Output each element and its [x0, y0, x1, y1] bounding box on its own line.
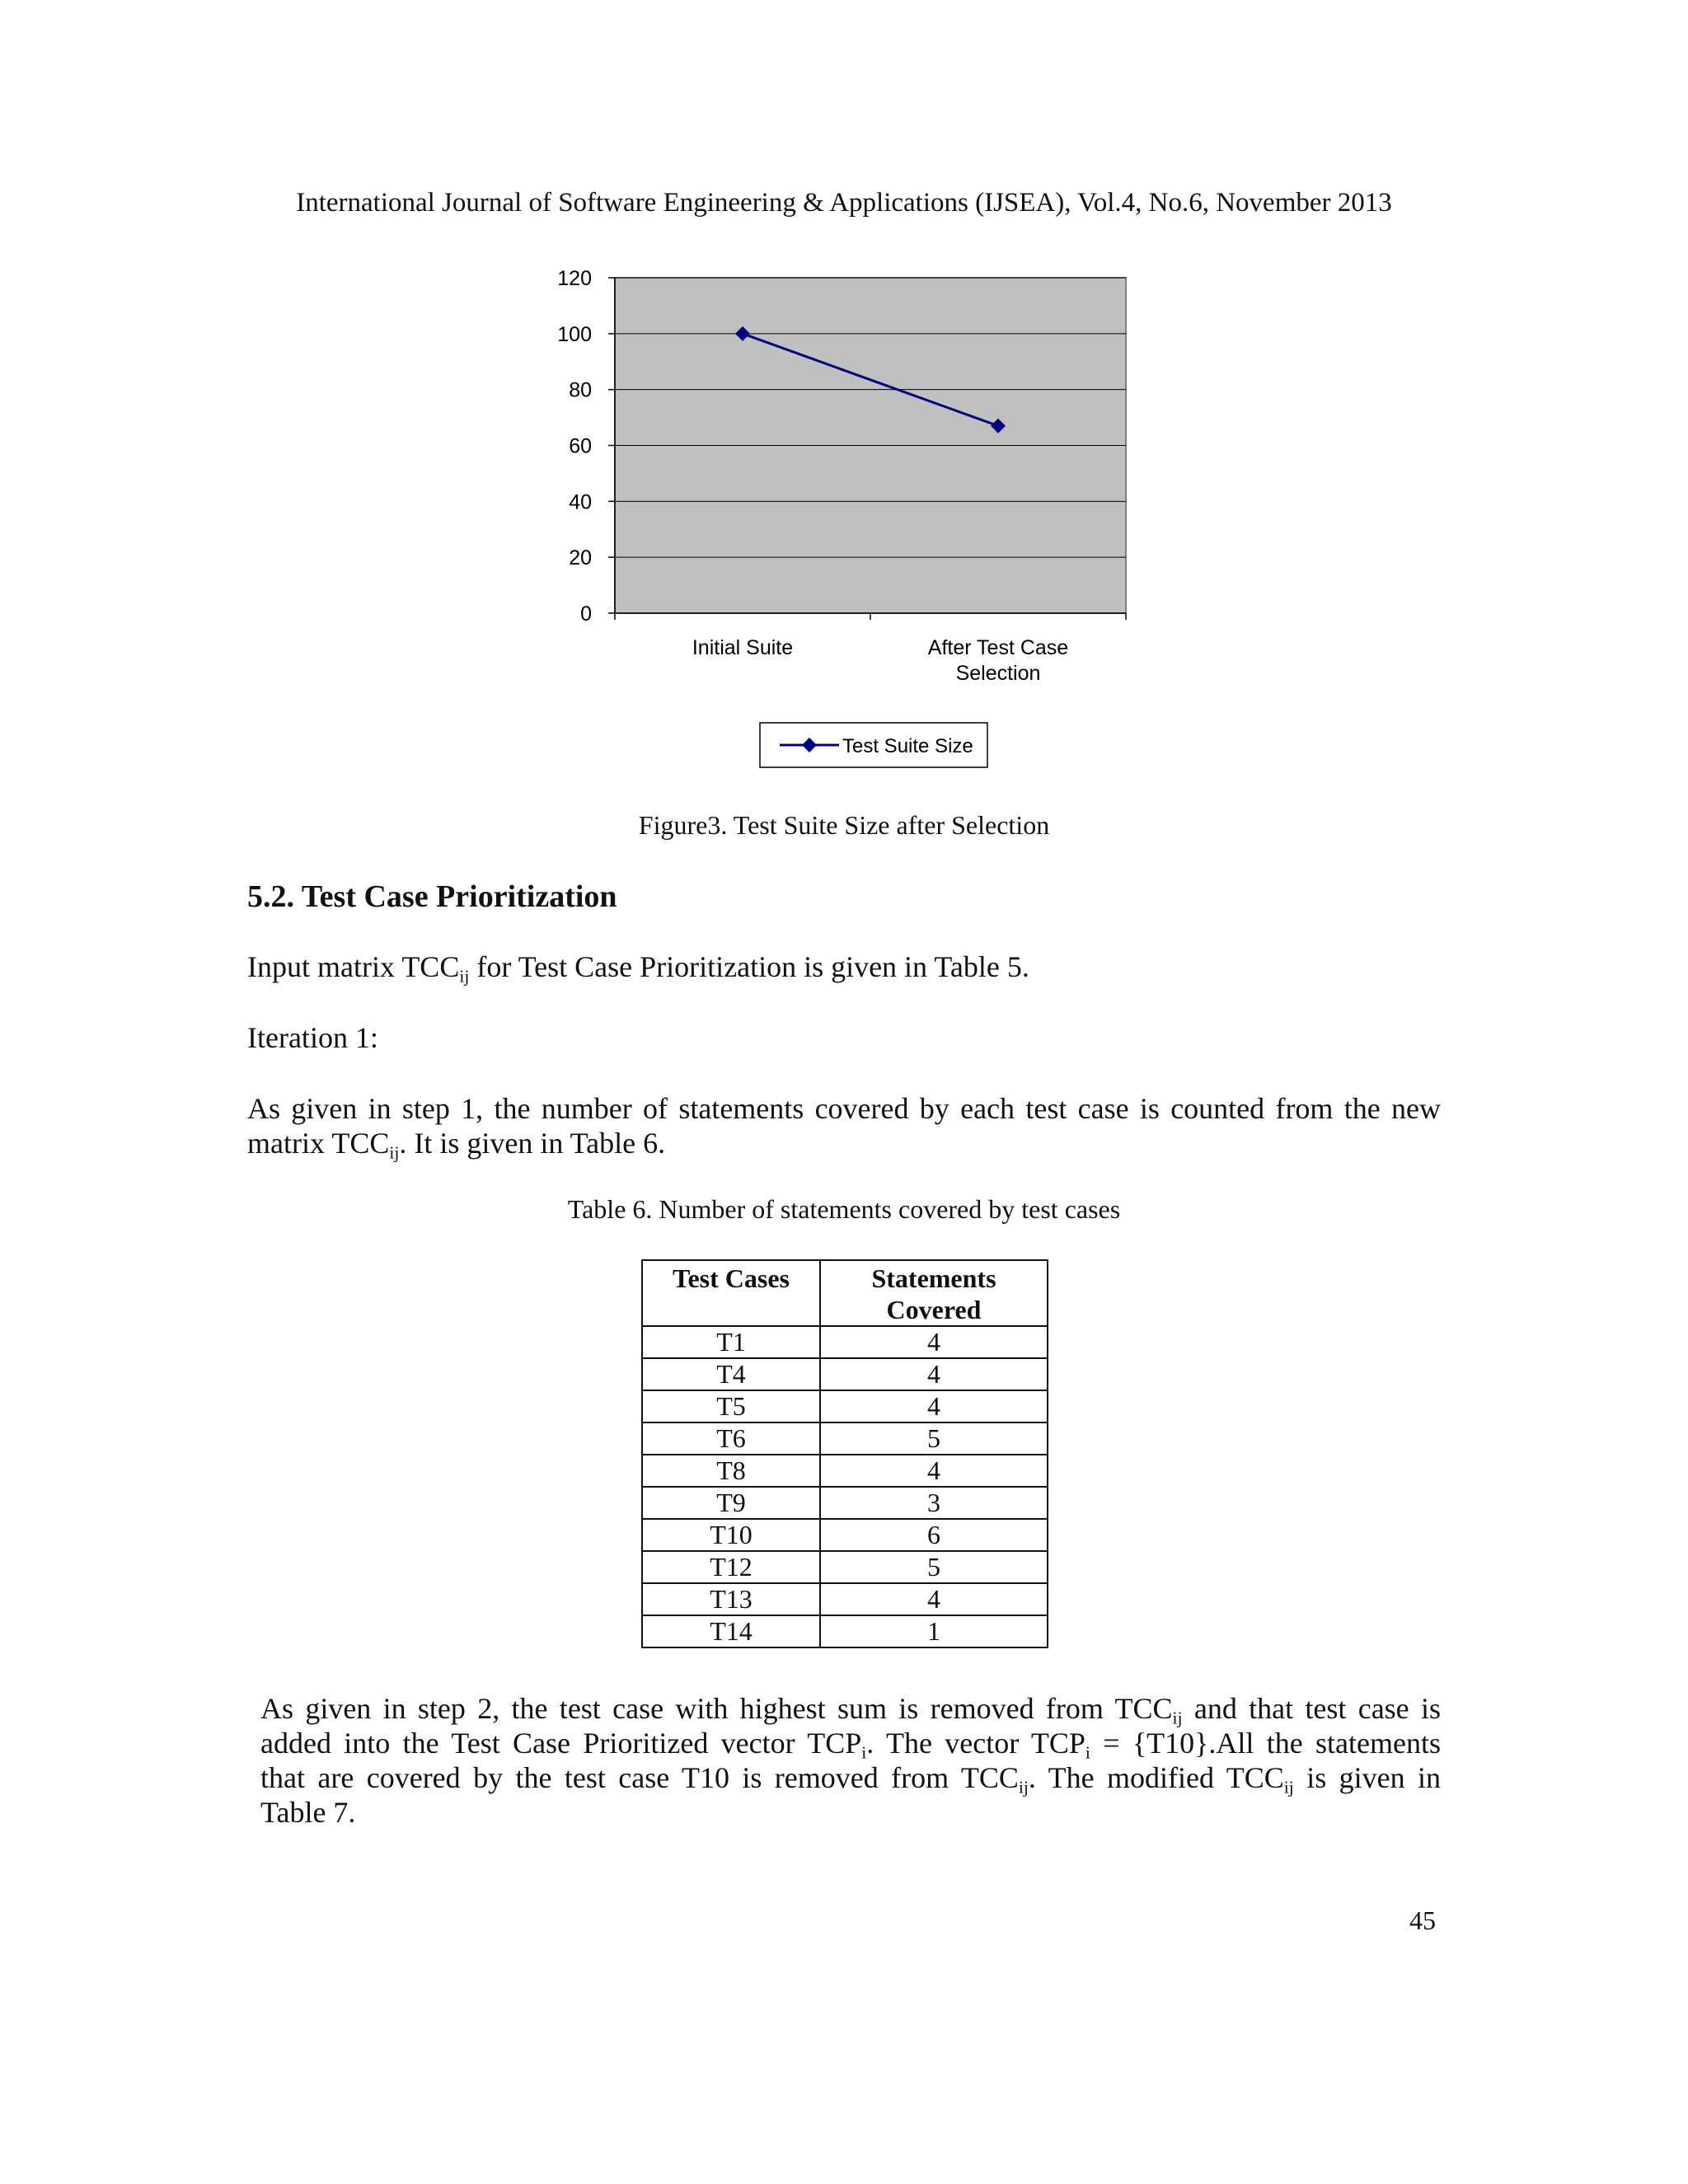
- x-tick-label: Selection: [955, 662, 1041, 685]
- y-tick-label: 100: [557, 322, 592, 346]
- y-tick-label: 40: [569, 490, 592, 514]
- cell-test-case: T10: [642, 1519, 820, 1551]
- cell-test-case: T4: [642, 1358, 820, 1390]
- paragraph-step2: As given in step 2, the test case with highest sum is removed from $TCC_{ij}$ and that test case is added into the Test Case Prioritized vector $TCP_i$. The vector $TCP_i = \{T10\}.All$ the statements that are covered by the test case T10 is removed from $TCC_{ij}$. The modified $TCC_{ij}$ is given in Table 7.: [260, 1692, 1442, 1829]
- cell-statements-covered: 6: [820, 1519, 1048, 1551]
- table-title: Table 6. Number of statements covered by test cases: [567, 1194, 1121, 1224]
- y-tick-label: 20: [569, 546, 592, 570]
- table-row: [642, 1519, 1048, 1551]
- cell-test-case: T13: [642, 1583, 820, 1615]
- y-tick-label: 60: [569, 434, 592, 458]
- cell-statements-covered: 3: [820, 1487, 1048, 1519]
- legend-label: Test Suite Size: [842, 735, 973, 757]
- cell-statements-covered: 4: [820, 1455, 1048, 1487]
- cell-test-case: T12: [642, 1551, 820, 1583]
- cell-statements-covered: 1: [820, 1615, 1048, 1647]
- table-row: [642, 1583, 1048, 1615]
- statements-table: [641, 1259, 1048, 1648]
- table-row: [642, 1422, 1048, 1455]
- table-row: [642, 1358, 1048, 1390]
- table-row: [642, 1615, 1048, 1647]
- header-test-cases: Test Cases: [642, 1260, 820, 1326]
- cell-statements-covered: 4: [820, 1390, 1048, 1422]
- paragraph-step1: As given in step 1, the number of statements covered by each test case is counted from the new matrix $TCC_{ij}$. It is given in Table 6.: [247, 1092, 1441, 1163]
- figure-caption: Figure3. Test Suite Size after Selection: [638, 810, 1050, 840]
- cell-statements-covered: 4: [820, 1583, 1048, 1615]
- section-title: 5.2. Test Case Prioritization: [247, 879, 617, 914]
- line-chart: [528, 255, 1170, 783]
- cell-statements-covered: 4: [820, 1326, 1048, 1358]
- journal-header: International Journal of Software Engineering & Applications (IJSEA), Vol.4, No.6, November 2013: [296, 188, 1392, 218]
- cell-test-case: T5: [642, 1390, 820, 1422]
- x-tick-label: Initial Suite: [692, 636, 794, 659]
- cell-test-case: T1: [642, 1326, 820, 1358]
- chart-svg: [528, 255, 1170, 783]
- cell-statements-covered: 4: [820, 1358, 1048, 1390]
- table-row: [642, 1551, 1048, 1583]
- table-row: [642, 1390, 1048, 1422]
- table-row: [642, 1326, 1048, 1358]
- cell-test-case: T8: [642, 1455, 820, 1487]
- table-row: [642, 1455, 1048, 1487]
- header-statements-covered: Statements Covered: [820, 1260, 1048, 1326]
- paragraph-input-matrix: Input matrix $TCC_{ij}$ for Test Case Prioritization is given in Table 5.: [247, 950, 1029, 987]
- page-number: 45: [1409, 1905, 1436, 1935]
- cell-test-case: T9: [642, 1487, 820, 1519]
- cell-statements-covered: 5: [820, 1422, 1048, 1455]
- x-tick-label: After Test Case: [927, 636, 1069, 659]
- table-row: [642, 1487, 1048, 1519]
- cell-test-case: T14: [642, 1615, 820, 1647]
- cell-statements-covered: 5: [820, 1551, 1048, 1583]
- y-tick-label: 80: [569, 378, 592, 402]
- y-tick-label: 120: [557, 267, 592, 290]
- y-tick-label: 0: [580, 602, 592, 626]
- paragraph-iteration: Iteration 1:: [247, 1021, 378, 1054]
- table-header-row: [642, 1260, 1048, 1326]
- cell-test-case: T6: [642, 1422, 820, 1455]
